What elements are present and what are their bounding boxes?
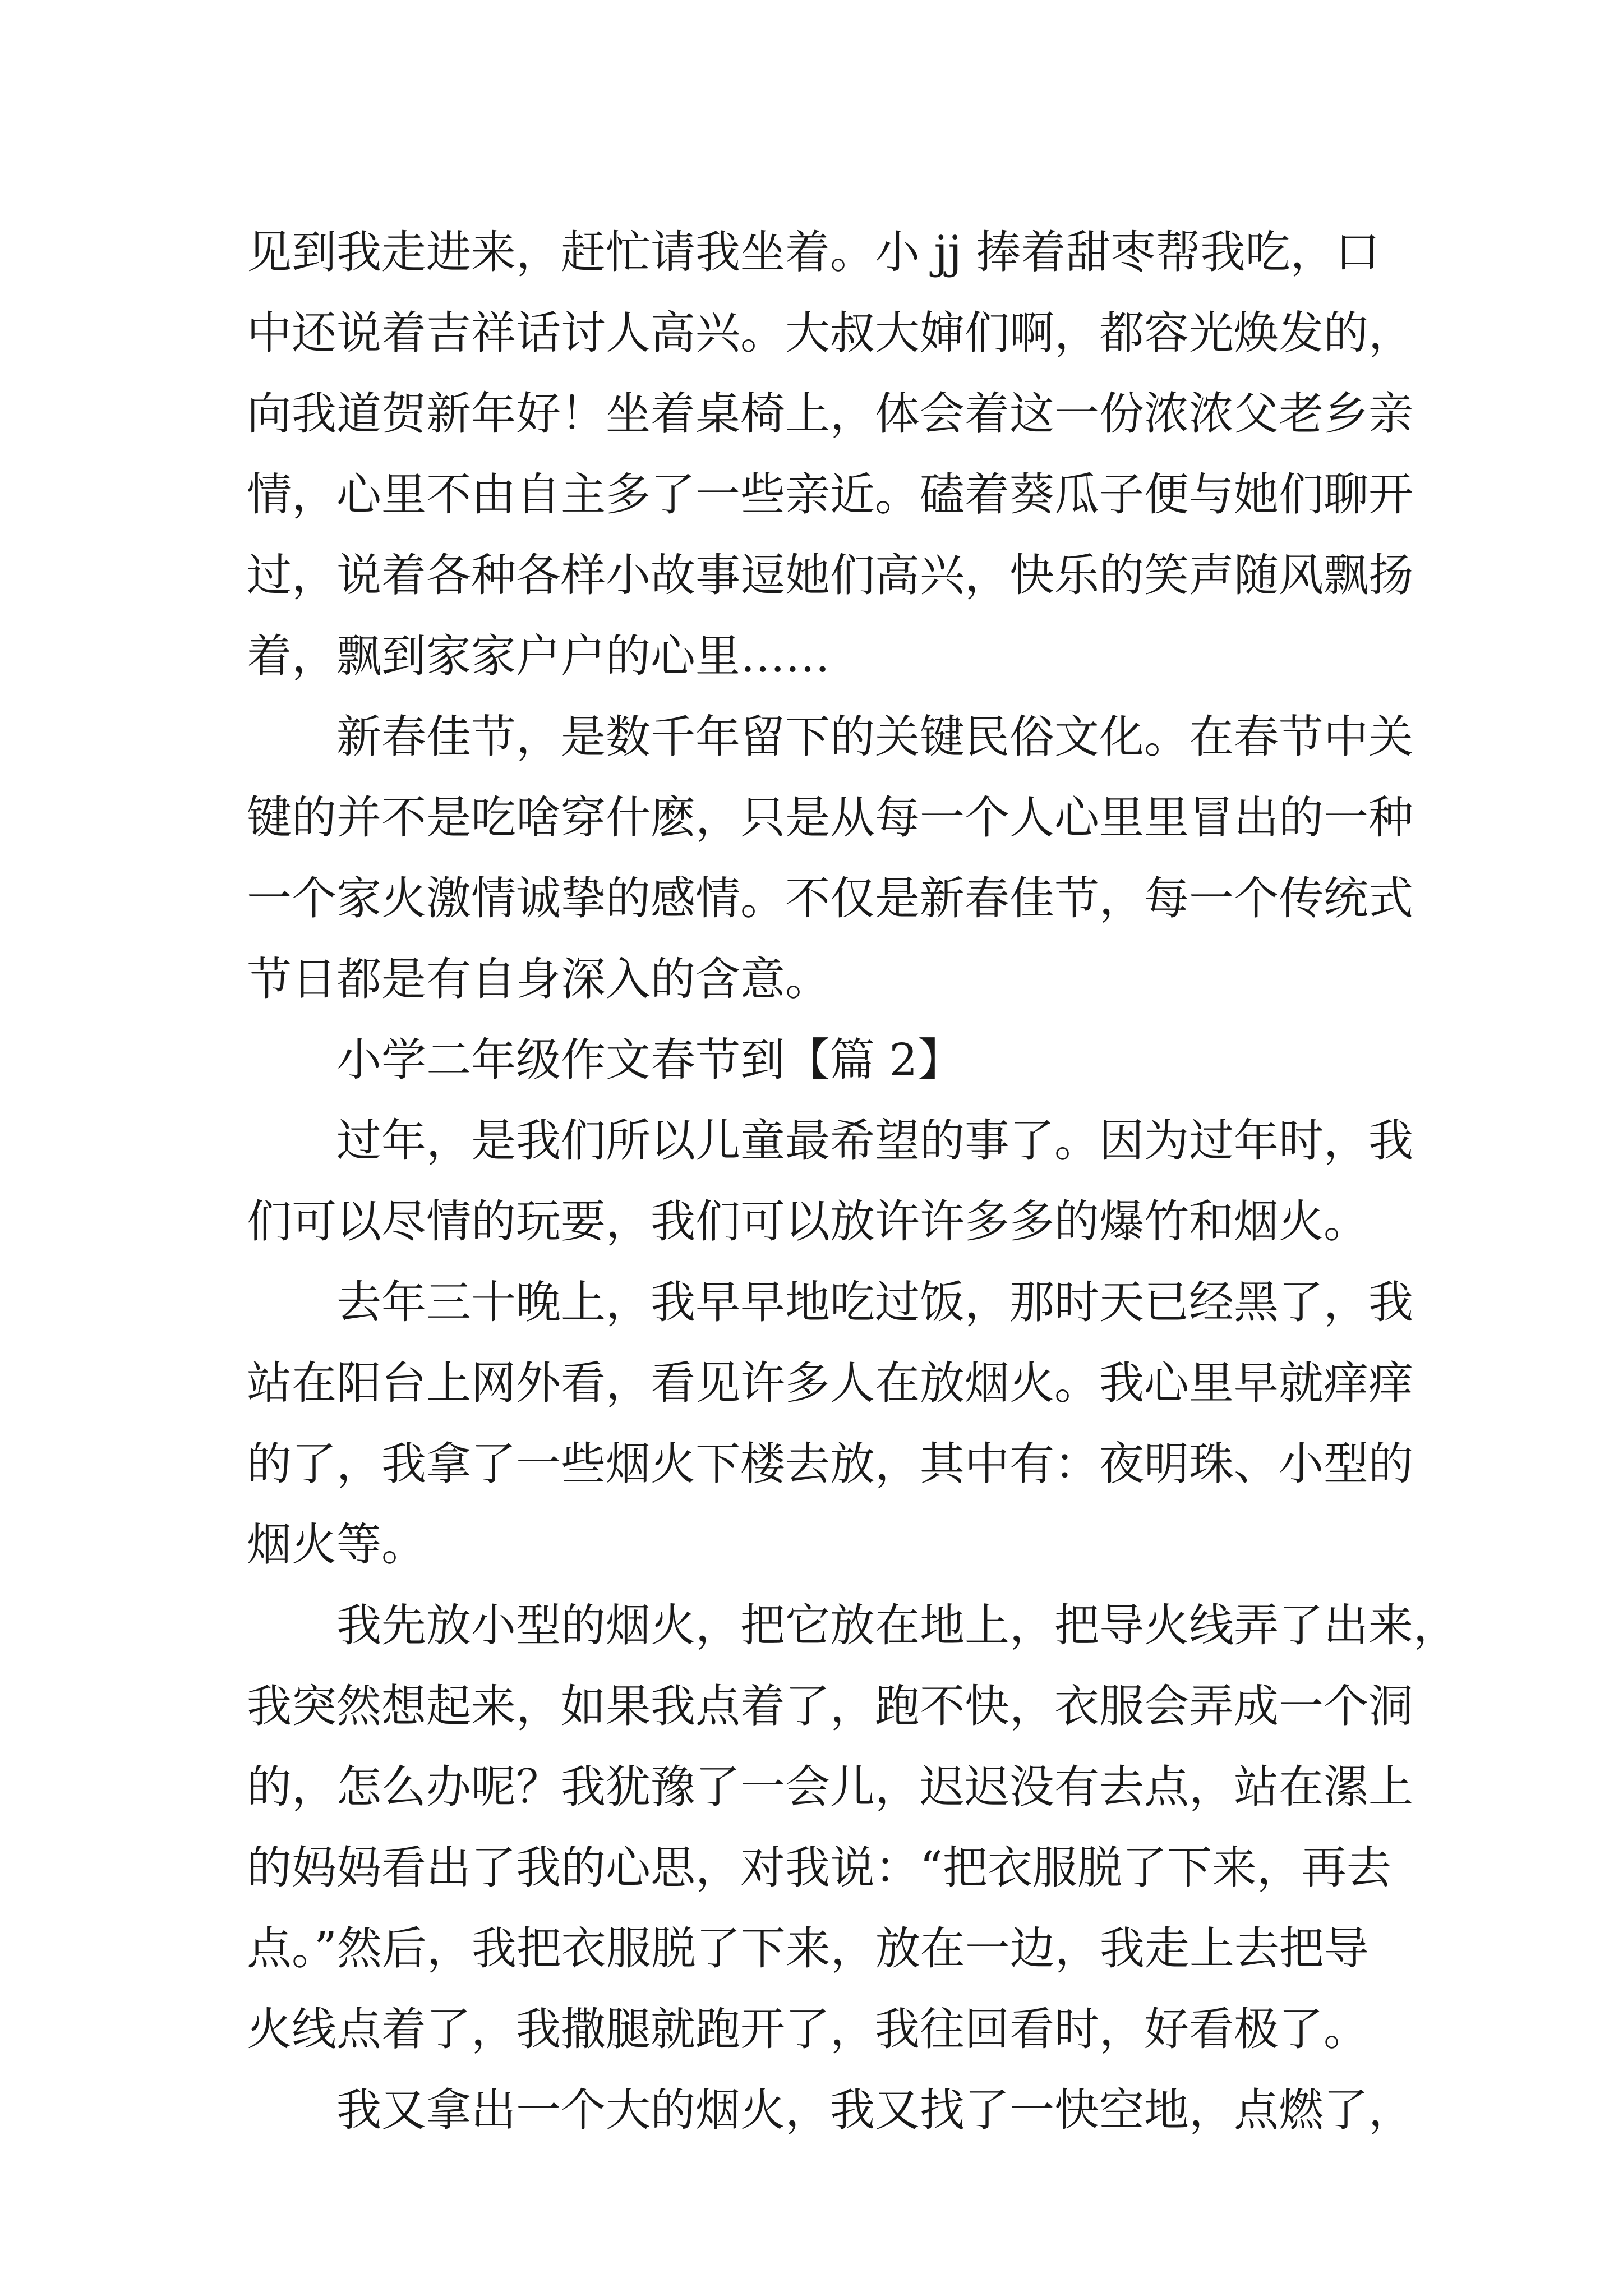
text-line: 见到我走进来，赶忙请我坐着。小 jj 捧着甜枣帮我吃，口 <box>247 226 1380 278</box>
paragraph-start-line: 我又拿出一个大的烟火，我又找了一快空地，点燃了， <box>336 2084 1413 2136</box>
text-line: 键的并不是吃啥穿什麽，只是从每一个人心里里冒出的一种 <box>247 792 1413 844</box>
paragraph-start-line: 过年，是我们所以儿童最希望的事了。因为过年时，我 <box>336 1115 1413 1167</box>
paragraph-start-line: 新春佳节，是数千年留下的关键民俗文化。在春节中关 <box>336 711 1413 763</box>
paragraph-start-line: 我先放小型的烟火，把它放在地上，把导火线弄了出来， <box>336 1599 1458 1651</box>
text-line: 火线点着了，我撒腿就跑开了，我往回看时，好看极了。 <box>247 2003 1368 2055</box>
text-line: 一个家火激情诚挚的感情。不仅是新春佳节，每一个传统式 <box>247 872 1413 924</box>
text-line: 的妈妈看出了我的心思，对我说：“把衣服脱了下来，再去 <box>247 1842 1391 1894</box>
section-heading: 小学二年级作文春节到【篇 2】 <box>336 1034 963 1086</box>
text-line: 我突然想起来，如果我点着了，跑不快，衣服会弄成一个洞 <box>247 1680 1413 1732</box>
text-line: 节日都是有自身深入的含意。 <box>247 953 830 1005</box>
text-line: 们可以尽情的玩要，我们可以放许许多多的爆竹和烟火。 <box>247 1195 1368 1248</box>
text-line: 的了，我拿了一些烟火下楼去放，其中有：夜明珠、小型的 <box>247 1438 1413 1490</box>
text-line: 烟火等。 <box>247 1519 426 1571</box>
text-line: 中还说着吉祥话讨人高兴。大叔大婶们啊，都容光焕发的， <box>247 307 1413 359</box>
text-line: 过，说着各种各样小故事逗她们高兴，快乐的笑声随风飘扬 <box>247 549 1413 601</box>
document-body <box>247 212 1458 2151</box>
text-line: 情，心里不由自主多了一些亲近。磕着葵瓜子便与她们聊开 <box>247 468 1413 521</box>
text-line: 站在阳台上网外看，看见许多人在放烟火。我心里早就痒痒 <box>247 1357 1413 1409</box>
text-line: 向我道贺新年好！坐着桌椅上，体会着这一份浓浓父老乡亲 <box>247 388 1413 440</box>
text-line: 着，飘到家家户户的心里…… <box>247 630 830 682</box>
text-line: 的，怎么办呢？我犹豫了一会儿，迟迟没有去点，站在漯上 <box>247 1761 1413 1813</box>
paragraph-start-line: 去年三十晚上，我早早地吃过饭，那时天已经黑了，我 <box>336 1276 1413 1328</box>
text-line: 点。”然后，我把衣服脱了下来，放在一边，我走上去把导 <box>247 1922 1369 1975</box>
